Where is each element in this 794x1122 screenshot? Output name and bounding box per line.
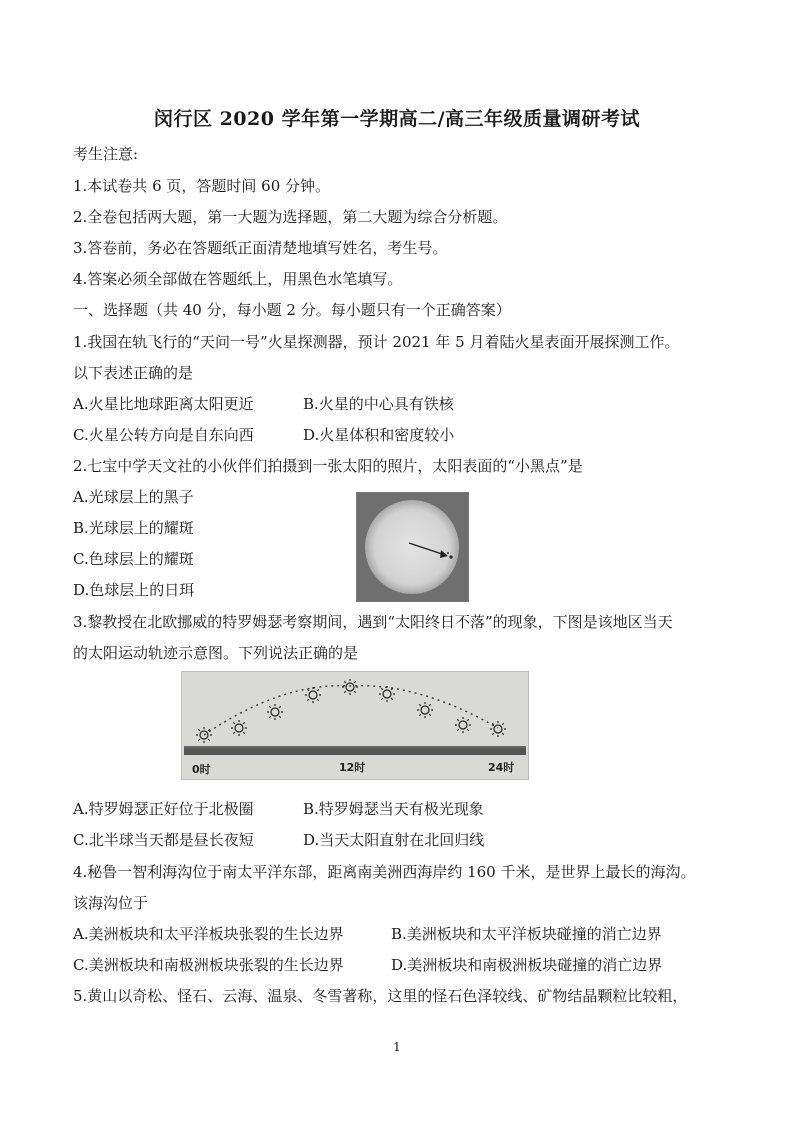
q1-option-b: B.火星的中心具有铁核 — [303, 395, 454, 413]
sun-icon — [231, 720, 247, 736]
q3-stem: 3.黎教授在北欧挪威的特罗姆瑟考察期间，遇到“太阳终日不落”的现象，下图是该地区当天 — [73, 613, 673, 631]
q2-option-b: B.光球层上的耀斑 — [73, 519, 194, 537]
q1-option-d: D.火星体积和密度较小 — [303, 426, 455, 444]
sun-icon — [417, 702, 433, 718]
sun-photo — [356, 492, 469, 602]
sun-icon — [267, 704, 283, 720]
sun-path-diagram — [181, 671, 529, 780]
label-0h: 0时 — [192, 763, 211, 776]
q4-option-a: A.美洲板块和太平洋板块张裂的生长边界 — [73, 925, 344, 943]
sunspot-small — [447, 552, 449, 554]
sunspot — [449, 555, 452, 558]
q2-stem: 2.七宝中学天文社的小伙伴们拍摄到一张太阳的照片，太阳表面的“小黑点”是 — [73, 457, 583, 475]
notice-item-2: 2.全卷包括两大题，第一大题为选择题，第二大题为综合分析题。 — [73, 208, 508, 226]
page-number: 1 — [393, 1040, 401, 1054]
q1-option-a: A.火星比地球距离太阳更近 — [73, 395, 254, 413]
q3-stem-cont: 的太阳运动轨迹示意图。下列说法正确的是 — [73, 644, 359, 662]
exam-title: 闵行区 2020 学年第一学期高二/高三年级质量调研考试 — [153, 108, 641, 130]
q1-stem: 1.我国在轨飞行的“天问一号”火星探测器，预计 2021 年 5 月着陆火星表面开展探测工作。 — [73, 333, 680, 351]
q2-option-a: A.光球层上的黑子 — [73, 488, 194, 506]
q2-option-d: D.色球层上的日珥 — [73, 581, 195, 599]
q5-stem: 5.黄山以奇松、怪石、云海、温泉、冬雪著称，这里的怪石色泽较线、矿物结晶颗粒比较粗， — [73, 987, 688, 1005]
notice-item-4: 4.答案必须全部做在答题纸上，用黑色水笔填写。 — [73, 270, 403, 288]
label-12h: 12时 — [339, 761, 366, 774]
section-heading: 一、选择题（共 40 分，每小题 2 分。每小题只有一个正确答案） — [73, 301, 511, 319]
horizon-ground — [184, 748, 526, 755]
q3-option-b: B.特罗姆瑟当天有极光现象 — [303, 800, 484, 818]
q1-option-c: C.火星公转方向是自东向西 — [73, 426, 254, 444]
notice-heading: 考生注意: — [73, 145, 139, 163]
sun-photo-graphic — [357, 493, 468, 601]
sun-icon — [490, 721, 506, 737]
sun-path-curve — [204, 686, 498, 735]
sun-icon — [342, 679, 358, 695]
q4-option-c: C.美洲板块和南极洲板块张裂的生长边界 — [73, 956, 344, 974]
notice-item-1: 1.本试卷共 6 页，答题时间 60 分钟。 — [73, 177, 331, 195]
q4-stem: 4.秘鲁一智利海沟位于南太平洋东部，距离南美洲西海岸约 160 千米，是世界上最长的海沟。 — [73, 863, 696, 881]
q3-option-a: A.特罗姆瑟正好位于北极圈 — [73, 800, 254, 818]
sun-icon — [455, 717, 471, 733]
q4-option-d: D.美洲板块和南极洲板块碰撞的消亡边界 — [391, 956, 663, 974]
q3-option-c: C.北半球当天都是昼长夜短 — [73, 831, 254, 849]
sun-icon — [305, 687, 321, 703]
label-24h: 24时 — [488, 761, 515, 774]
q1-stem-cont: 以下表述正确的是 — [73, 364, 194, 382]
q2-option-c: C.色球层上的耀斑 — [73, 550, 194, 568]
sun-icon — [379, 686, 395, 702]
q4-stem-cont: 该海沟位于 — [73, 894, 149, 912]
q4-option-b: B.美洲板块和太平洋板块碰撞的消亡边界 — [391, 925, 662, 943]
q3-option-d: D.当天太阳直射在北回归线 — [303, 831, 485, 849]
sun-disk — [365, 500, 459, 594]
notice-item-3: 3.答卷前，务必在答题纸正面清楚地填写姓名，考生号。 — [73, 239, 448, 257]
